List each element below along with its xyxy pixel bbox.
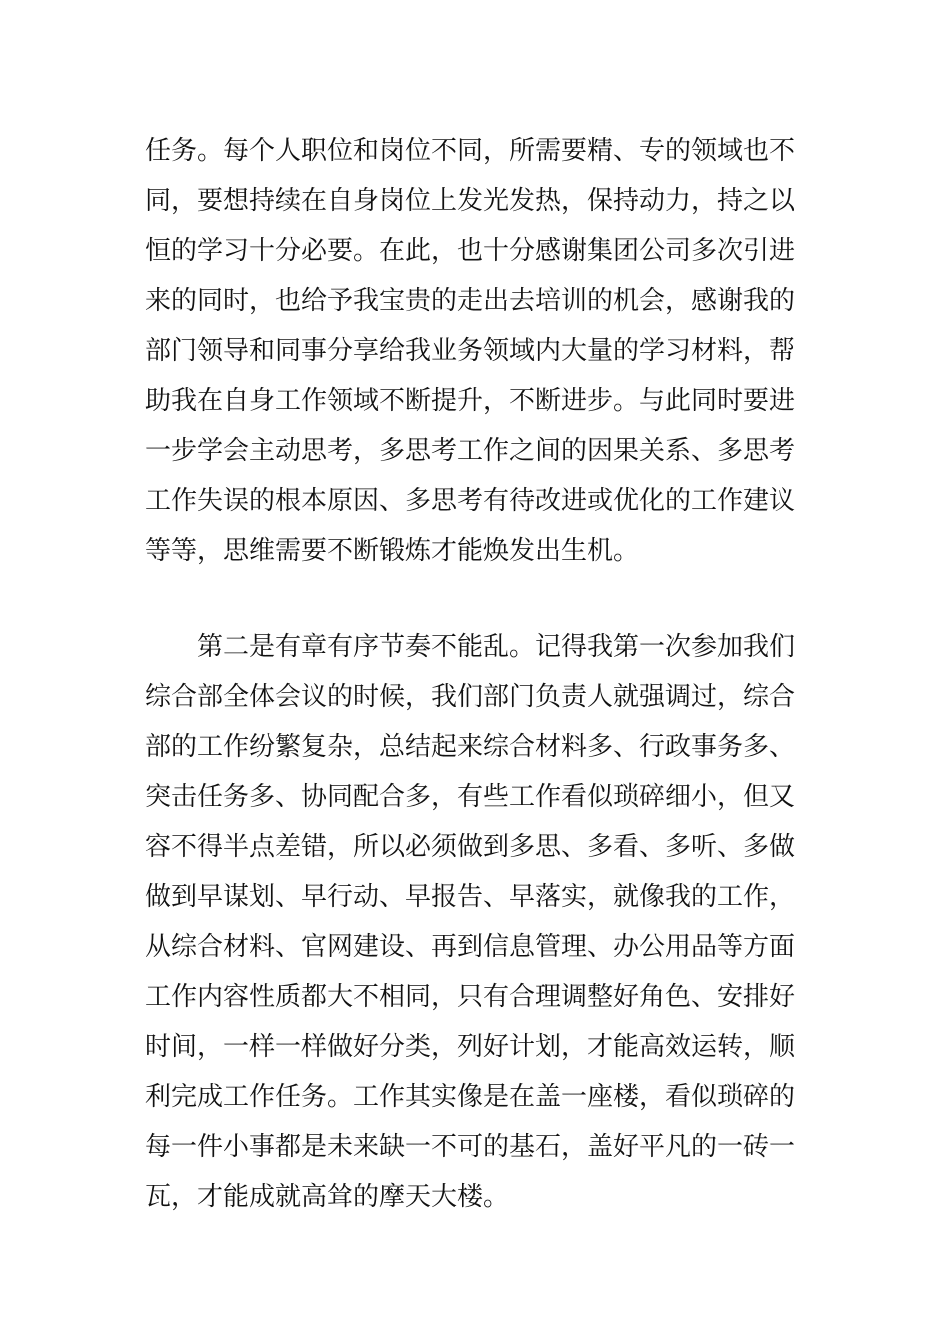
paragraph-line: 做到早谋划、早行动、早报告、早落实，就像我的工作，: [145, 882, 796, 912]
paragraph-line: 工作内容性质都大不相同，只有合理调整好角色、安排好: [145, 982, 796, 1012]
paragraph-line: 工作失误的根本原因、多思考有待改进或优化的工作建议: [145, 486, 796, 516]
paragraph-line: 容不得半点差错，所以必须做到多思、多看、多听、多做: [145, 832, 796, 862]
paragraph-line: 综合部全体会议的时候，我们部门负责人就强调过，综合: [145, 682, 796, 712]
paragraph-line: 从综合材料、官网建设、再到信息管理、办公用品等方面: [145, 932, 796, 962]
paragraph-line: 助我在自身工作领域不断提升，不断进步。与此同时要进: [145, 386, 796, 416]
paragraph-line: 等等，思维需要不断锻炼才能焕发出生机。: [145, 536, 640, 566]
paragraph-line: 部门领导和同事分享给我业务领域内大量的学习材料，帮: [145, 336, 796, 366]
paragraph-line: 每一件小事都是未来缺一不可的基石，盖好平凡的一砖一: [145, 1132, 796, 1162]
paragraph-first-line: 第二是有章有序节奏不能乱。记得我第一次参加我们: [197, 632, 796, 662]
paragraph-2: [145, 622, 815, 1222]
paragraph-line: 突击任务多、协同配合多，有些工作看似琐碎细小，但又: [145, 782, 796, 812]
paragraph-line: 利完成工作任务。工作其实像是在盖一座楼，看似琐碎的: [145, 1082, 796, 1112]
paragraph-1: [145, 126, 815, 576]
paragraph-line: 同，要想持续在自身岗位上发光发热，保持动力，持之以: [145, 186, 796, 216]
paragraph-line: 恒的学习十分必要。在此，也十分感谢集团公司多次引进: [145, 236, 796, 266]
paragraph-line: 来的同时，也给予我宝贵的走出去培训的机会，感谢我的: [145, 286, 796, 316]
paragraph-line: 一步学会主动思考，多思考工作之间的因果关系、多思考: [145, 436, 796, 466]
paragraph-line: 任务。每个人职位和岗位不同，所需要精、专的领域也不: [145, 136, 796, 166]
paragraph-line: 瓦，才能成就高耸的摩天大楼。: [145, 1182, 510, 1212]
paragraph-line: 时间，一样一样做好分类，列好计划，才能高效运转，顺: [145, 1032, 796, 1062]
paragraph-line: 部的工作纷繁复杂，总结起来综合材料多、行政事务多、: [145, 732, 796, 762]
